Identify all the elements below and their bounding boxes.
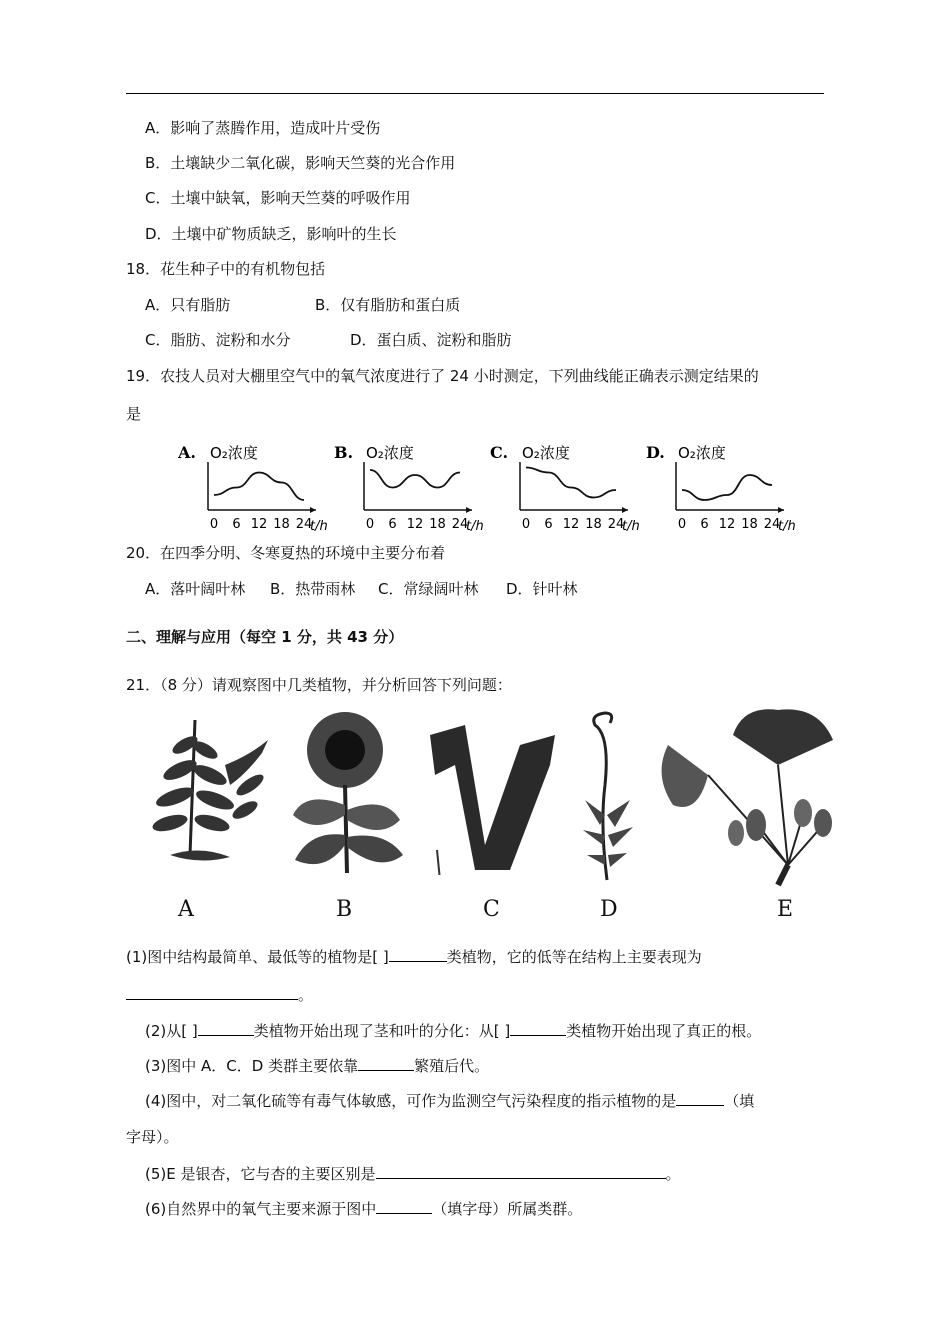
q20-options xyxy=(145,579,578,599)
graph-x-arrow xyxy=(466,507,472,513)
q18-options-row1 xyxy=(145,295,460,315)
graph-b xyxy=(334,432,484,537)
graph-letter: D. xyxy=(646,443,665,462)
graph-xlabel: t/h xyxy=(466,519,484,534)
fern-image xyxy=(150,705,275,875)
seaweed-image xyxy=(425,705,560,875)
q21-sub6 xyxy=(145,1197,582,1219)
graph-tick-label: 0 xyxy=(521,517,531,532)
q21-sub4-text-b: （填 xyxy=(724,1092,755,1110)
graph-x-arrow xyxy=(622,507,628,513)
q21-sub5 xyxy=(145,1162,681,1184)
graph-tick-label: 0 xyxy=(365,517,375,532)
graph-curve xyxy=(214,473,304,501)
q21-sub5-text-b: 。 xyxy=(665,1165,681,1183)
graph-curve xyxy=(682,475,772,500)
q18-option-c: C．脂肪、淀粉和水分 xyxy=(145,331,291,349)
graph-tick-label: 6 xyxy=(700,517,709,532)
q21-sub1-blank2[interactable] xyxy=(126,983,298,1000)
graph-tick-label: 6 xyxy=(232,517,241,532)
q21-sub1-line1 xyxy=(126,945,702,967)
graph-tick-label: 24 xyxy=(451,517,469,532)
q18-option-a: A．只有脂肪 xyxy=(145,296,231,314)
graph-xlabel: t/h xyxy=(778,519,796,534)
q17-option-c: C．土壤中缺氧，影响天竺葵的呼吸作用 xyxy=(145,189,411,207)
graph-tick-label: 12 xyxy=(250,517,268,532)
graph-letter: B. xyxy=(334,443,354,462)
q19-stem-line1: 19．农技人员对大棚里空气中的氧气浓度进行了 24 小时测定，下列曲线能正确表示测定结果的 xyxy=(126,367,759,385)
graph-d xyxy=(646,432,796,537)
header-rule xyxy=(126,93,824,94)
plant-label-e: E xyxy=(777,897,794,922)
graph-letter: C. xyxy=(490,443,509,462)
graph-xlabel: t/h xyxy=(622,519,640,534)
q21-sub1-text-a: (1)图中结构最简单、最低等的植物是[ ] xyxy=(126,948,389,966)
q18-stem: 18．花生种子中的有机物包括 xyxy=(126,260,326,278)
graph-tick-label: 24 xyxy=(607,517,625,532)
q17-option-d: D．土壤中矿物质缺乏，影响叶的生长 xyxy=(145,225,397,243)
q21-sub5-blank[interactable] xyxy=(376,1162,666,1179)
graph-tick-label: 18 xyxy=(585,517,602,532)
q21-sub4-line1 xyxy=(145,1089,754,1111)
q21-sub3-text-b: 繁殖后代。 xyxy=(414,1057,490,1075)
moss-image xyxy=(575,705,640,885)
graph-tick-label: 18 xyxy=(273,517,290,532)
graph-x-arrow xyxy=(778,507,784,513)
graph-x-arrow xyxy=(310,507,316,513)
plant-label-c: C xyxy=(483,897,500,922)
graph-ylabel: O₂浓度 xyxy=(366,444,414,462)
plant-label-b: B xyxy=(336,897,353,922)
q21-sub1-blank1[interactable] xyxy=(389,945,447,962)
q17-option-a: A．影响了蒸腾作用，造成叶片受伤 xyxy=(145,119,381,137)
q21-sub3 xyxy=(145,1054,489,1076)
q21-sub6-text-b: （填字母）所属类群。 xyxy=(432,1200,583,1218)
graph-tick-label: 12 xyxy=(406,517,424,532)
graph-tick-label: 0 xyxy=(209,517,219,532)
graph-ylabel: O₂浓度 xyxy=(210,444,258,462)
q21-sub5-text-a: (5)E 是银杏，它与杏的主要区别是 xyxy=(145,1165,376,1183)
graph-tick-label: 24 xyxy=(295,517,313,532)
graph-tick-label: 12 xyxy=(562,517,580,532)
q20-option-b: B．热带雨林 xyxy=(270,580,356,598)
graph-curve xyxy=(370,470,460,488)
q21-sub2-text-c: 类植物开始出现了真正的根。 xyxy=(566,1022,762,1040)
q20-option-a: A．落叶阔叶林 xyxy=(145,580,246,598)
graph-ylabel: O₂浓度 xyxy=(522,444,570,462)
ginkgo-image xyxy=(648,705,840,895)
q19-graphs xyxy=(178,432,808,542)
q17-option-b: B．土壤缺少二氧化碳，影响天竺葵的光合作用 xyxy=(145,154,456,172)
q21-sub4-blank[interactable] xyxy=(676,1089,724,1106)
q21-sub6-text-a: (6)自然界中的氧气主要来源于图中 xyxy=(145,1200,377,1218)
q21-sub2-blank1[interactable] xyxy=(198,1019,254,1036)
q20-stem: 20．在四季分明、冬寒夏热的环境中主要分布着 xyxy=(126,544,446,562)
graph-tick-label: 24 xyxy=(763,517,781,532)
q18-option-d: D．蛋白质、淀粉和脂肪 xyxy=(350,331,512,349)
plant-label-d: D xyxy=(600,897,618,922)
q21-stem: 21．（8 分）请观察图中几类植物，并分析回答下列问题： xyxy=(126,676,512,694)
graph-tick-label: 0 xyxy=(677,517,687,532)
graph-ylabel: O₂浓度 xyxy=(678,444,726,462)
graph-letter: A. xyxy=(178,443,196,462)
graph-tick-label: 18 xyxy=(429,517,446,532)
section2-title: 二、理解与应用（每空 1 分，共 43 分） xyxy=(126,628,404,646)
q21-sub2 xyxy=(145,1019,761,1041)
q19-stem-line2: 是 xyxy=(126,405,142,423)
q20-option-c: C．常绿阔叶林 xyxy=(378,580,479,598)
graph-curve xyxy=(526,468,616,498)
q21-sub6-blank[interactable] xyxy=(376,1197,432,1214)
q21-sub1-line2 xyxy=(126,983,313,1005)
q21-sub4-line2: 字母）。 xyxy=(126,1128,179,1146)
q21-sub2-text-b: 类植物开始出现了茎和叶的分化：从[ ] xyxy=(253,1022,511,1040)
q21-sub2-blank2[interactable] xyxy=(510,1019,566,1036)
graph-tick-label: 6 xyxy=(544,517,553,532)
graph-tick-label: 6 xyxy=(388,517,397,532)
graph-c xyxy=(490,432,640,537)
q21-sub1-text-b: 类植物，它的低等在结构上主要表现为 xyxy=(446,948,702,966)
graph-tick-label: 12 xyxy=(718,517,736,532)
q21-plant-figure xyxy=(150,705,840,925)
q21-sub1-end: 。 xyxy=(298,986,314,1004)
q21-sub3-blank[interactable] xyxy=(358,1054,414,1071)
q21-sub3-text-a: (3)图中 A．C．D 类群主要依靠 xyxy=(145,1057,359,1075)
q18-option-b: B．仅有脂肪和蛋白质 xyxy=(315,296,461,314)
graph-xlabel: t/h xyxy=(310,519,328,534)
q18-options-row2 xyxy=(145,330,512,350)
sunflower-image xyxy=(285,705,410,875)
graph-a xyxy=(178,432,328,537)
graph-tick-label: 18 xyxy=(741,517,758,532)
plant-label-a: A xyxy=(178,897,194,922)
q20-option-d: D．针叶林 xyxy=(506,580,578,598)
q21-sub4-text-a: (4)图中，对二氧化硫等有毒气体敏感，可作为监测空气污染程度的指示植物的是 xyxy=(145,1092,677,1110)
q21-sub2-text-a: (2)从[ ] xyxy=(145,1022,198,1040)
